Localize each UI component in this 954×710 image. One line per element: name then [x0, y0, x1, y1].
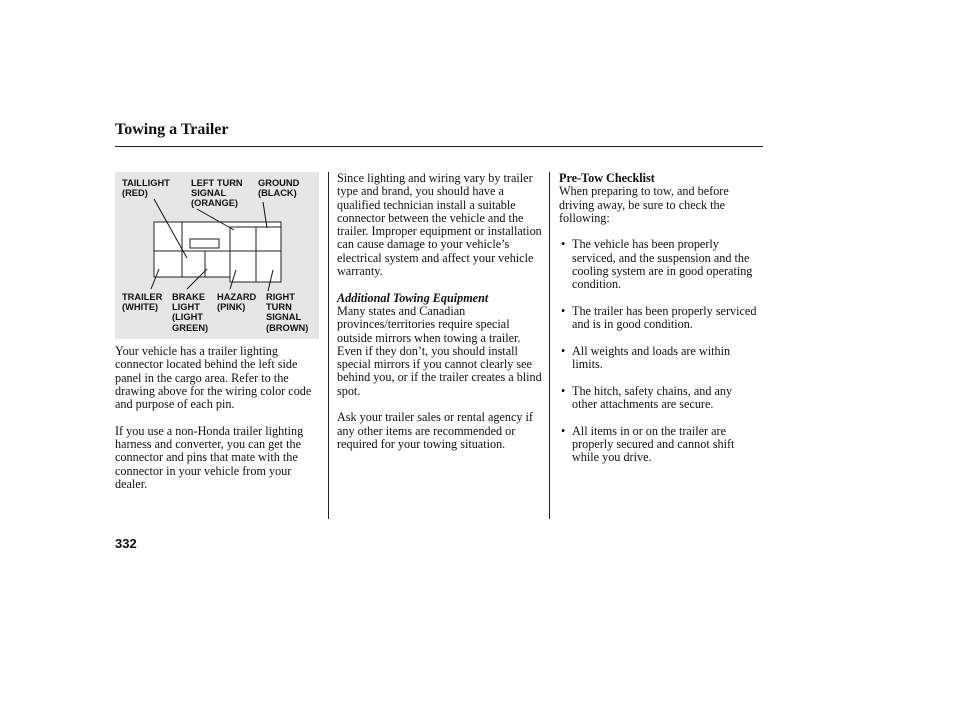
checklist-item: • The hitch, safety chains, and any other attachments are secure. [561, 383, 733, 412]
trailer-agency-paragraph: Ask your trailer sales or rental agency if any other items are recommended or required for your towing situation. [337, 410, 533, 451]
mirrors-paragraph: Many states and Canadian provinces/territories require special outside mirrors when towing a trailer. Even if they don’t, you should install special mirrors if you cannot clearly see behind you, or if the trailer creates a blind spot. [337, 303, 542, 398]
additional-equipment-heading: Additional Towing Equipment [337, 290, 489, 305]
page-title: Towing a Trailer [115, 121, 229, 138]
taillight-label: TAILLIGHT (RED) [122, 178, 170, 199]
lighting-wiring-paragraph: Since lighting and wiring vary by trailer type and brand, you should have a qualified technician install a suitable connector between the vehicle and the trailer. Improper equipment or installation can cause damage to your vehicle’s electrical system and affect your vehicle warranty. [337, 171, 542, 279]
page-number: 332 [115, 536, 137, 551]
checklist-heading: Pre-Tow Checklist [559, 171, 655, 185]
column-divider-2 [549, 172, 550, 519]
bullet-icon: • [561, 383, 566, 398]
non-honda-harness-paragraph: If you use a non-Honda trailer lighting harness and converter, you can get the connector and pins that mate with the connector in your vehicle from your dealer. [115, 423, 304, 491]
brake-light-label: BRAKE LIGHT (LIGHT GREEN) [172, 292, 209, 333]
checklist-item: • All weights and loads are within limits. [561, 343, 731, 372]
title-rule [115, 146, 763, 147]
right-turn-signal-label: RIGHT TURN SIGNAL (BROWN) [266, 292, 309, 333]
column-divider-1 [328, 172, 329, 519]
trailer-label: TRAILER (WHITE) [122, 292, 163, 313]
checklist-item: • The trailer has been properly serviced and is in good condition. [561, 303, 757, 332]
bullet-icon: • [561, 343, 566, 358]
connector-location-paragraph: Your vehicle has a trailer lighting connector located behind the left side panel in the cargo area. Refer to the drawing above for the wiring color code and purpose of each pin. [115, 344, 312, 412]
left-turn-signal-label: LEFT TURN SIGNAL (ORANGE) [191, 178, 243, 209]
bullet-icon: • [561, 303, 566, 318]
column-1 [115, 345, 319, 505]
checklist-item: • All items in or on the trailer are properly secured and cannot shift while you drive. [561, 423, 735, 465]
checklist-item: • The vehicle has been properly serviced, and the suspension and the cooling system are in good operating condition. [561, 237, 753, 292]
ground-label: GROUND (BLACK) [258, 178, 300, 199]
checklist-intro: When preparing to tow, and before driving away, be sure to check the following: [559, 184, 729, 225]
hazard-label: HAZARD (PINK) [217, 292, 257, 313]
bullet-icon: • [561, 423, 566, 438]
checklist [559, 238, 759, 464]
bullet-icon: • [561, 237, 566, 252]
column-3 [559, 172, 759, 478]
column-2 [337, 172, 545, 465]
connector-diagram [115, 172, 319, 339]
